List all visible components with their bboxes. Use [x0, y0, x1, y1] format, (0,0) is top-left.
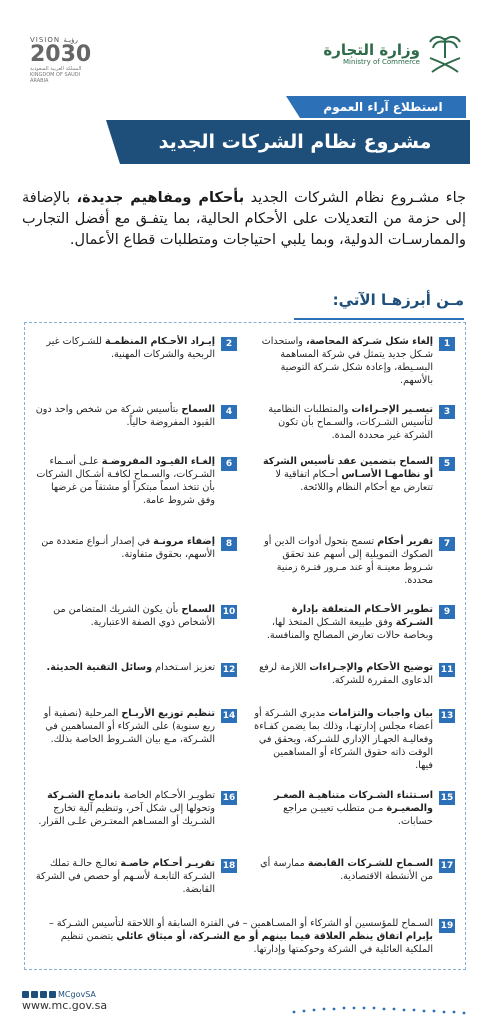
item-text: توضيح الأحكام والإجـراءات اللازمة لرفع الدعاوى المقررة للشركة. [259, 662, 433, 686]
list-item [31, 661, 237, 677]
list-item [253, 707, 455, 772]
vision-2030-logo [30, 36, 100, 84]
item-number: 7 [439, 537, 455, 551]
vision-kingdom-en: KINGDOM OF SAUDI ARABIA [30, 72, 81, 84]
item-number: 6 [221, 457, 237, 471]
list-item [31, 707, 237, 746]
section-subtitle: مـن أبرزهـا الآتي: [332, 291, 464, 309]
intro-paragraph [22, 188, 466, 251]
list-item [253, 857, 455, 883]
item-number: 13 [440, 711, 454, 721]
item-number: 10 [222, 607, 236, 617]
item-number: 3 [439, 405, 455, 419]
vision-label: VISION رؤيـة [30, 36, 78, 44]
item-text: إلغـاء القيـود المفروضـة علـى أسـماء الشـركات، والسـماح لكافـة أشـكال الشركات بأن تتخذ اسماً مبتكراً أو مشتقاً من غرضها وفق شروط عامة. [36, 456, 215, 506]
item-number: 1 [439, 337, 455, 351]
item-number: 2 [221, 337, 237, 351]
item-text: اسـتثناء الشـركات متناهيـة الصغـر والصغيـرة مـن متطلب تعييـن مراجع حسابات. [273, 790, 433, 827]
list-item [31, 335, 237, 361]
item-text: إضفاء مرونـة في إصدار أنـواع متعددة من الأسهم، بحقوق متفاوتة. [41, 536, 215, 560]
ministry-logo [323, 32, 464, 76]
item-text: إيـراد الأحـكام المنظمـة للشـركات غير الربحية والشركات المهنية. [46, 336, 215, 360]
item-number: 17 [440, 861, 454, 871]
intro-bold: بأحكام ومفاهيم جديدة، [76, 190, 245, 206]
item-number: 19 [440, 921, 454, 931]
vision-year: 2030 [30, 42, 92, 67]
social-handle[interactable]: MCgovSA [58, 990, 96, 999]
instagram-icon[interactable] [40, 991, 47, 998]
item-text: السماح بأن يكون الشريك المتضامن من الأشخاص ذوي الصفة الاعتبارية. [53, 604, 215, 628]
youtube-icon[interactable] [49, 991, 56, 998]
item-text: تقريـر أحـكام خاصـة تعالـج حالـة تملك الشـركة التابعـة لأسـهم أو حصص في الشركة القابضة. [35, 858, 215, 895]
item-text: السماح بتضمين عقد تأسيس الشركة أو نظامهـا الأسـاس أحـكام اتفاقية لا تتعارض مع أحكام النظام واللائحة. [262, 456, 433, 493]
twitter-icon[interactable] [22, 991, 29, 998]
item-number: 11 [440, 665, 454, 675]
item-text: السـماح للشـركات القابضة ممارسة أي من الأنشطة الاقتصادية. [260, 858, 433, 882]
social-row [22, 990, 107, 999]
list-item [253, 661, 455, 687]
list-item [31, 535, 237, 561]
list-item [31, 789, 237, 828]
decorative-dots-wave [290, 1002, 470, 1016]
item-number: 5 [439, 457, 455, 471]
ministry-name-en: Ministry of Commerce [343, 57, 420, 66]
footer [22, 990, 107, 1012]
item-number: 14 [222, 711, 236, 721]
item-text: تطويـر الأحـكام الخاصة باندماج الشـركة وتحولها إلى شكل آخر، وتنظيم آلية تخارج الشـريك أو المسـاهم المعتـرض علـى القرار. [38, 790, 215, 827]
item-number: 12 [222, 665, 236, 675]
item-text: السـماح للمؤسسين أو الشركاء أو المسـاهمين – في الفترة السابقة أو اللاحقة لتأسيس الشـركة – بإبرام اتفاق ينظم العلاقة فيما بينهم أو مع الشـركة، أو ميثاق عائلي يتضمن تنظيم الملكية العائلية في الشركة وحوكمتها وإدارتها. [49, 918, 433, 955]
item-text: السماح بتأسيس شركة من شخص واحد دون القيود المفروضة حالياً. [35, 404, 215, 428]
item-number: 18 [222, 861, 236, 871]
item-text: بيان واجبات والتزامات مديري الشـركة أو أعضاء مجلس إدارتهـا، وذلك بما يضمن كفـاءة وفعاليـة الجهـاز الإداري للشـركة، ويحقق في الوقت ذاته حقوق الشركاء أو المساهمين فيها. [254, 708, 433, 771]
list-item [253, 403, 455, 442]
item-text: تنظيم توزيع الأربـاح المرحلية (نصفية أو ربع سنوية) على الشركاء أو المساهمين في الشـركة، مـع بيان الشـروط الخاصة بذلك. [43, 708, 215, 745]
list-item [253, 455, 455, 494]
palm-swords-icon [426, 32, 464, 76]
ministry-name-ar: وزارة التجارة [323, 40, 420, 59]
item-text: إلغاء شكل شـركة المحاصة، واستحداث شـكل جديد يتمثل في شركة المساهمة البسـيطة، وإعادة شكل شـركة التوصية بالأسهم. [261, 336, 433, 386]
list-item [31, 403, 237, 429]
list-item [31, 455, 237, 507]
item-text: تطوير الأحـكام المتعلقة بإدارة الشـركة وفق طبيعة الشـكل المتخذ لها، وبخاصة حالات تعارض المصالح والمنافسة. [266, 604, 433, 641]
item-number: 4 [221, 405, 237, 419]
list-item [253, 335, 455, 387]
public-consultation-banner: استطلاع آراء العموم [300, 96, 466, 118]
item-text: تعزيز اسـتخدام وسائل التقنية الحديثة. [46, 662, 215, 673]
highlights-box [24, 322, 466, 970]
item-number: 9 [439, 605, 455, 619]
list-item [253, 535, 455, 587]
list-item [253, 789, 455, 828]
list-item [253, 603, 455, 642]
item-number: 8 [221, 537, 237, 551]
facebook-icon[interactable] [31, 991, 38, 998]
item-text: تيسـير الإجـراءات والمتطلبات النظامية لتأسيس الشـركات، والسـماح بأن تكون الشركة غير محددة المدة. [268, 404, 433, 441]
website-url[interactable]: www.mc.gov.sa [22, 999, 108, 1012]
intro-part1: جاء مشـروع نظام الشركات الجديد [244, 190, 466, 206]
vision-kingdom-ar: المملكة العربية السعودية [30, 66, 82, 72]
ministry-name [323, 42, 420, 67]
page-title: مشروع نظام الشركات الجديد [120, 120, 470, 164]
item-number: 16 [222, 793, 236, 803]
list-item [31, 857, 237, 896]
subtitle-underline [294, 318, 464, 320]
list-item [35, 917, 455, 956]
item-number: 15 [440, 793, 454, 803]
list-item [31, 603, 237, 629]
intro-part2: بالإضافة إلى حزمة من التعديلات على الأحكام الحالية، بما يتفـق مع أفضل التجارب والممارسـات الدولية، وبما يلبي احتياجات ومتطلبات قطاع الأعمال. [22, 190, 466, 248]
item-text: تقرير أحكام تسمح بتحول أدوات الدين أو الصكوك التمويلية إلى أسهم عند تحقق شـروط معينـة أو عند مـرور فتـرة زمنية محددة. [264, 536, 433, 586]
